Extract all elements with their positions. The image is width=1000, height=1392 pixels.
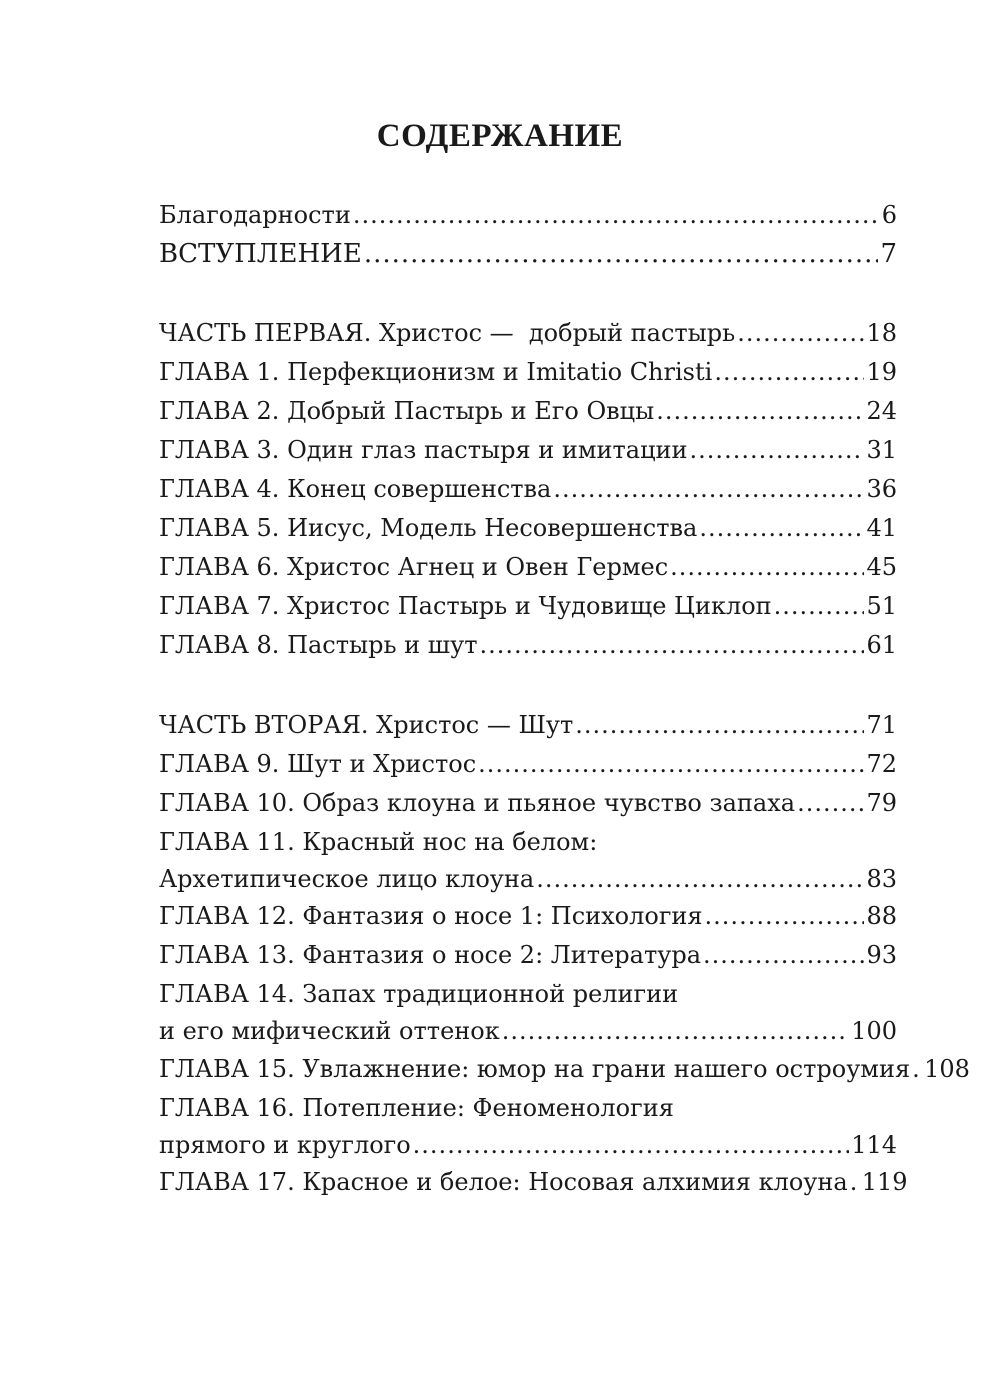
toc-entry-label: и его мифический оттенок: [159, 1017, 500, 1045]
dot-leader: [656, 393, 864, 429]
toc-entry-label: ГЛАВА 9. Шут и Христос: [159, 750, 477, 778]
toc-entry-chapter-14[interactable]: [159, 976, 897, 1049]
dot-leader: [575, 707, 864, 743]
toc-entry-chapter-16[interactable]: [159, 1090, 897, 1163]
toc-entry-part-one[interactable]: [159, 315, 897, 351]
toc-entry-introduction[interactable]: [159, 236, 897, 272]
dot-leader: [699, 510, 864, 546]
dot-leader: [553, 471, 864, 507]
toc-entry-acknowledgements[interactable]: [159, 197, 897, 233]
dot-leader: [797, 785, 864, 821]
toc-entry-chapter-10[interactable]: [159, 785, 897, 821]
dot-leader: [912, 1051, 922, 1087]
toc-page-number: 7: [880, 239, 897, 269]
dot-leader: [690, 432, 865, 468]
toc-entry-label: ГЛАВА 12. Фантазия о носе 1: Психология: [159, 902, 703, 930]
toc-entry-chapter-13[interactable]: [159, 937, 897, 973]
toc-page-number: 36: [866, 475, 897, 503]
toc-entry-label: ГЛАВА 5. Иисус, Модель Несовершенства: [159, 514, 698, 542]
toc-entry-label: ГЛАВА 10. Образ клоуна и пьяное чувство запаха: [159, 789, 796, 817]
toc-entry-label: ВСТУПЛЕНИЕ: [159, 239, 362, 269]
toc-page-number: 93: [866, 941, 897, 969]
dot-leader: [703, 937, 864, 973]
toc-entry-chapter-6[interactable]: [159, 549, 897, 585]
toc-entry-label: ГЛАВА 13. Фантазия о носе 2: Литература: [159, 941, 702, 969]
toc-entry-chapter-4[interactable]: [159, 471, 897, 507]
toc-entry-chapter-11[interactable]: [159, 824, 897, 897]
toc-entry-part-two[interactable]: [159, 707, 897, 743]
dot-leader: [705, 898, 865, 934]
toc-entry-label: ГЛАВА 6. Христос Агнец и Овен Гермес: [159, 553, 669, 581]
toc-entry-label-first-line: ГЛАВА 11. Красный нос на белом:: [159, 828, 598, 856]
toc-page-number: 31: [866, 436, 897, 464]
toc-entry-chapter-5[interactable]: [159, 510, 897, 546]
toc-page-number: 71: [866, 711, 897, 739]
toc-entry-label: ГЛАВА 2. Добрый Пастырь и Его Овцы: [159, 397, 655, 425]
toc-entry-label: ЧАСТЬ ВТОРАЯ. Христос — Шут: [159, 711, 574, 739]
dot-leader: [364, 236, 879, 272]
toc-page-number: 100: [851, 1017, 897, 1045]
toc-entry-chapter-17[interactable]: [159, 1164, 908, 1200]
toc-page-number: 114: [851, 1131, 897, 1159]
dot-leader: [714, 354, 864, 390]
toc-entry-label: Архетипическое лицо клоуна: [159, 865, 535, 893]
dot-leader: [502, 1013, 849, 1049]
toc-page-number: 119: [861, 1168, 908, 1196]
toc-entry-label: ГЛАВА 4. Конец совершенства: [159, 475, 552, 503]
toc-page-number: 41: [866, 514, 897, 542]
page-title: СОДЕРЖАНИЕ: [376, 118, 624, 154]
toc-entry-label: ГЛАВА 8. Пастырь и шут: [159, 631, 478, 659]
toc-page-number: 6: [881, 201, 897, 229]
toc-page-number: 61: [866, 631, 897, 659]
toc-entry-label-first-line: ГЛАВА 16. Потепление: Феноменология: [159, 1094, 674, 1122]
toc-entry-label: ГЛАВА 15. Увлажнение: юмор на грани нашего остроумия: [159, 1055, 911, 1083]
toc-entry-chapter-8[interactable]: [159, 627, 897, 663]
toc-entry-chapter-9[interactable]: [159, 746, 897, 782]
toc-entry-chapter-3[interactable]: [159, 432, 897, 468]
dot-leader: [353, 197, 880, 233]
toc-entry-label-first-line: ГЛАВА 14. Запах традиционной религии: [159, 980, 679, 1008]
toc-entry-label: Благодарности: [159, 201, 351, 229]
toc-page-number: 88: [866, 902, 897, 930]
toc-entry-label: ГЛАВА 17. Красное и белое: Носовая алхимия клоуна: [159, 1168, 848, 1196]
toc-page-number: 83: [866, 865, 897, 893]
toc-entry-label: ЧАСТЬ ПЕРВАЯ. Христос — добрый пастырь: [159, 319, 736, 347]
dot-leader: [774, 588, 865, 624]
toc-page-number: 45: [866, 553, 897, 581]
dot-leader: [413, 1127, 850, 1163]
toc-entry-label: ГЛАВА 1. Перфекционизм и Imitatio Christi: [159, 358, 713, 386]
dot-leader: [670, 549, 864, 585]
dot-leader: [850, 1164, 860, 1200]
dot-leader: [478, 746, 864, 782]
toc-page-number: 108: [924, 1055, 970, 1083]
dot-leader: [536, 861, 864, 897]
toc-entry-chapter-1[interactable]: [159, 354, 897, 390]
toc-page-number: 72: [866, 750, 897, 778]
toc-page-number: 79: [866, 789, 897, 817]
dot-leader: [737, 315, 864, 351]
dot-leader: [480, 627, 865, 663]
toc-page-number: 24: [866, 397, 897, 425]
toc-entry-label: ГЛАВА 7. Христос Пастырь и Чудовище Циклоп: [159, 592, 772, 620]
toc-entry-chapter-12[interactable]: [159, 898, 897, 934]
toc-page-number: 51: [866, 592, 897, 620]
toc-entry-chapter-7[interactable]: [159, 588, 897, 624]
toc-page-number: 19: [866, 358, 897, 386]
toc-page-number: 18: [866, 319, 897, 347]
toc-entry-label: ГЛАВА 3. Один глаз пастыря и имитации: [159, 436, 688, 464]
toc-entry-chapter-15[interactable]: [159, 1051, 970, 1087]
toc-entry-label: прямого и круглого: [159, 1131, 411, 1159]
toc-entry-chapter-2[interactable]: [159, 393, 897, 429]
